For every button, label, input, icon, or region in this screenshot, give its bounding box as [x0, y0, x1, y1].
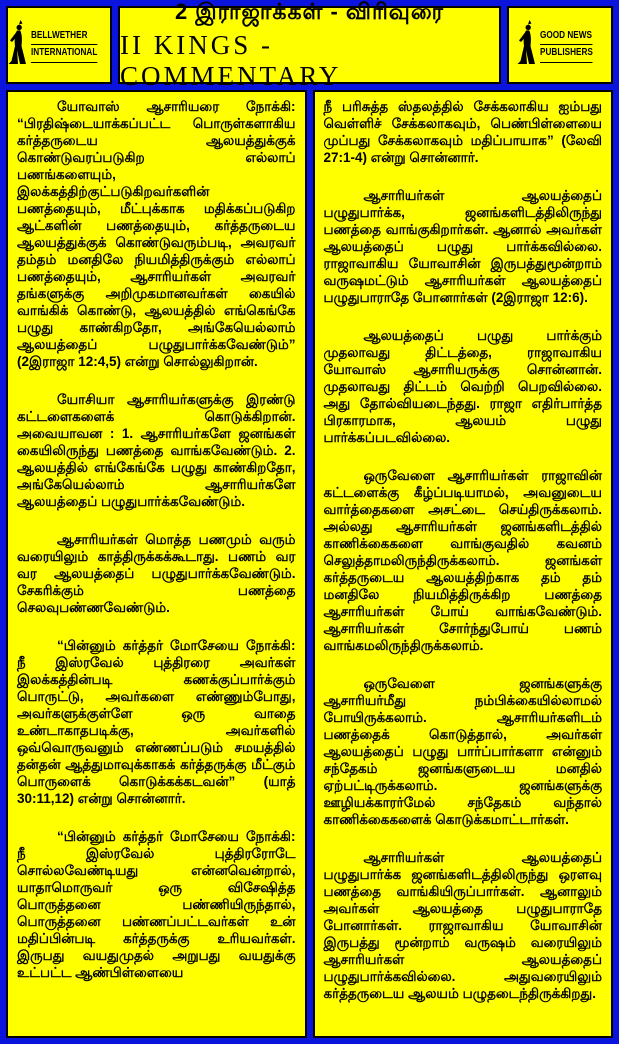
paragraph: ஆசாரியர்கள் ஆலயத்தைப் பழுதுபார்க்க ஜனங்களிடத்திலிருந்து ஒரளவு பணத்தை வாங்கியிருப்பார்கள். ஆனாலும் அவர்கள் ஆலயத்தை பழுதுபாராதே போனார்கள். ராஜாவாகிய யோவாசின் இருபத்து மூன்றாம் வருஷம் வரையிலும் ஆசாரியர்கள் ஆலயத்தைப் பழுதுபார்க்கவில்லை. அதுவரையிலும் கர்த்தருடைய ஆலயம் பழுதடைந்திருக்கிறது. — [323, 850, 602, 1001]
page-title-english: II KINGS - COMMENTARY — [120, 29, 342, 91]
paragraph: யோசியா ஆசாரியர்களுக்கு இரண்டு கட்டளைகளைக் கொடுக்கிறான். அவையாவன : 1. ஆசாரியர்களே ஜனங்கள் கையிலிருந்து பணத்தை வாங்கவேண்டும். 2. ஆலயத்தில் எங்கேங்கே பழுது காண்கிறதோ, அங்கேயெல்லாம் ஆசாரியர்களே ஆலயத்தைப் பழுதுபார்க்கவேண்டும். — [17, 392, 296, 509]
right-column — [313, 90, 614, 1038]
paragraph: ஒருவேளை ஜனங்களுக்கு ஆசாரியர்மீது நம்பிக்கையில்லாமல் போயிருக்கலாம். ஆசாரியர்களிடம் பணத்தைக் கொடுத்தால், அவர்கள் ஆலயத்தைப் பழுது பார்ப்பார்களா என்னும் சந்தேகம் ஜனங்களுடைய மனதில் ஏற்பட்டிருக்கலாம். ஜனங்களுக்கு ஊழியக்காரர்மேல் சந்தேகம் வந்தால் காணிக்கைகளைக் கொடுக்கமாட்டார்கள். — [323, 676, 602, 827]
title-panel — [118, 0, 501, 91]
paragraph: “பின்னும் கர்த்தர் மோசேயை நோக்கி: நீ இஸ்ரவேல் புத்திரரை அவர்கள் இலக்கத்தின்படி கணக்குப்பார்க்கும் பொருட்டு, அவர்களை எண்ணும்போது, அவர்களுக்குள்ளே ஒரு வாதை உண்டாகாதபடிக்கு, அவர்களில் ஒவ்வொருவனும் எண்ணப்படும் சமயத்தில் தன்தன் ஆத்துமாவுக்காகக் கர்த்தருக்கு மீட்கும் பொருளைக் கொடுக்கக்கடவன்” (யாத் 30:11,12) என்று சொன்னார். — [17, 638, 296, 806]
paragraph: நீ பரிசுத்த ஸ்தலத்தில் சேக்கலாகிய ஐம்பது வெள்ளிச் சேக்கலாகவும், பெண்பிள்ளையை முப்பது சேக்கலாகவும் மதிப்பாயாக” (லேவி 27:1-4) என்று சொன்னார். — [323, 99, 602, 165]
publishers-logo-line2: PUBLISHERS — [540, 45, 593, 63]
statue-figure-icon — [515, 20, 537, 71]
paragraph: ஆசாரியர்கள் மொத்த பணமும் வரும் வரையிலும் காத்திருக்கக்கூடாது. பணம் வர வர ஆலயத்தைப் பழுதுபார்க்கவேண்டும். சேகரிக்கும் பணத்தை செலவுபண்ணவேண்டும். — [17, 532, 296, 615]
good-news-publishers-logo — [507, 6, 613, 84]
bellwether-logo-text — [31, 28, 97, 63]
commentary-body — [6, 90, 613, 1038]
paragraph: யோவாஸ் ஆசாரியரை நோக்கி: “பிரதிஷ்டையாக்கப்பட்ட பொருள்களாகிய கர்த்தருடைய ஆலயத்துக்குக் கொண்டுவரப்படுகிற எல்லாப் பணங்களையும், இலக்கத்திற்குட்படுகிறவர்களின் பணத்தையும், மீட்புக்காக மதிக்கப்படுகிற ஆட்களின் பணத்தையும், கர்த்தருடைய ஆலயத்துக்குக் கொண்டுவரும்படி, அவரவர் தம்தம் மனதிலே நியமித்திருக்கும் எல்லாப் பணத்தையும், ஆசாரியர்கள் அவரவர் தங்களுக்கு அறிமுகமானவர்கள் கையில் வாங்கிக் கொண்டு, ஆலயத்தில் எங்கெங்கே பழுது காண்கிறதோ, அங்கேயெல்லாம் ஆலயத்தைப் பழுதுபார்க்கவேண்டும்” (2இராஜா 12:4,5) என்று சொல்லுகிறான். — [17, 99, 296, 369]
header — [6, 0, 613, 91]
bellwether-logo-line2: INTERNATIONAL — [31, 45, 97, 63]
left-column — [6, 90, 307, 1038]
bellwether-logo — [6, 6, 112, 84]
publishers-logo-line1: GOOD NEWS — [540, 28, 593, 46]
good-news-publishers-logo-text — [540, 28, 593, 63]
paragraph: ஒருவேளை ஆசாரியர்கள் ராஜாவின் கட்டளைக்கு கீழ்ப்படியாமல், அவனுடைய வார்த்தைகளை அசட்டை செய்திருக்கலாம். அல்லது ஆசாரியர்கள் ஜனங்களிடத்தில் காணிக்கைகளை வாங்குவதில் கவனம் செலுத்தாமலிருந்திருக்கலாம். ஜனங்கள் கர்த்தருடைய ஆலயத்திற்காக தம் தம் மனதிலே நியமித்திருக்கிற பணத்தை ஆசாரியர்கள் போய் வாங்கவேண்டும். ஆசாரியர்கள் சோர்ந்துபோய் பணம் வாங்கமலிருந்திருக்கலாம். — [323, 468, 602, 653]
bellwether-logo-line1: BELLWETHER — [31, 28, 97, 46]
paragraph: ஆசாரியர்கள் ஆலயத்தைப் பழுதுபார்க்க, ஜனங்களிடத்திலிருந்து பணத்தை வாங்குகிறார்கள். ஆனால் அவர்கள் ஆலயத்தைப் பழுது பார்க்கவில்லை. ராஜாவாகிய யோவாசின் இருபத்துமூன்றாம் வருஷமட்டும் ஆசாரியர்கள் ஆலயத்தைப் பழுதுபாராதே போனார்கள் (2இராஜா 12:6). — [323, 188, 602, 305]
statue-figure-icon — [6, 20, 28, 71]
paragraph: ஆலயத்தைப் பழுது பார்க்கும் முதலாவது திட்டத்தை, ராஜாவாகிய யோவாஸ் ஆசாரியருக்கு சொன்னான். முதலாவது திட்டம் வெற்றி பெறவில்லை. அது தோல்வியடைந்தது. ராஜா எதிர்பார்த்த பிரகாரமாக, ஆலயம் பழுது பார்க்கப்படவில்லை. — [323, 328, 602, 445]
page-title-tamil: 2 இராஜாக்கள் - விரிவுரை — [174, 0, 445, 24]
paragraph: “பின்னும் கர்த்தர் மோசேயை நோக்கி: நீ இஸ்ரவேல் புத்திரரோடே சொல்லவேண்டியது என்னவென்றால், யாதாமொருவர் ஒரு விசேஷித்த பொருத்தனை பண்ணியிருந்தால், பொருத்தனை பண்ணப்பட்டவர்கள் உன் மதிப்பின்படி கர்த்தருக்கு உரியவர்கள். இருபது வயதுமுதல் அறுபது வயதுக்கு உட்பட்ட ஆண்பிள்ளையை — [17, 829, 296, 980]
